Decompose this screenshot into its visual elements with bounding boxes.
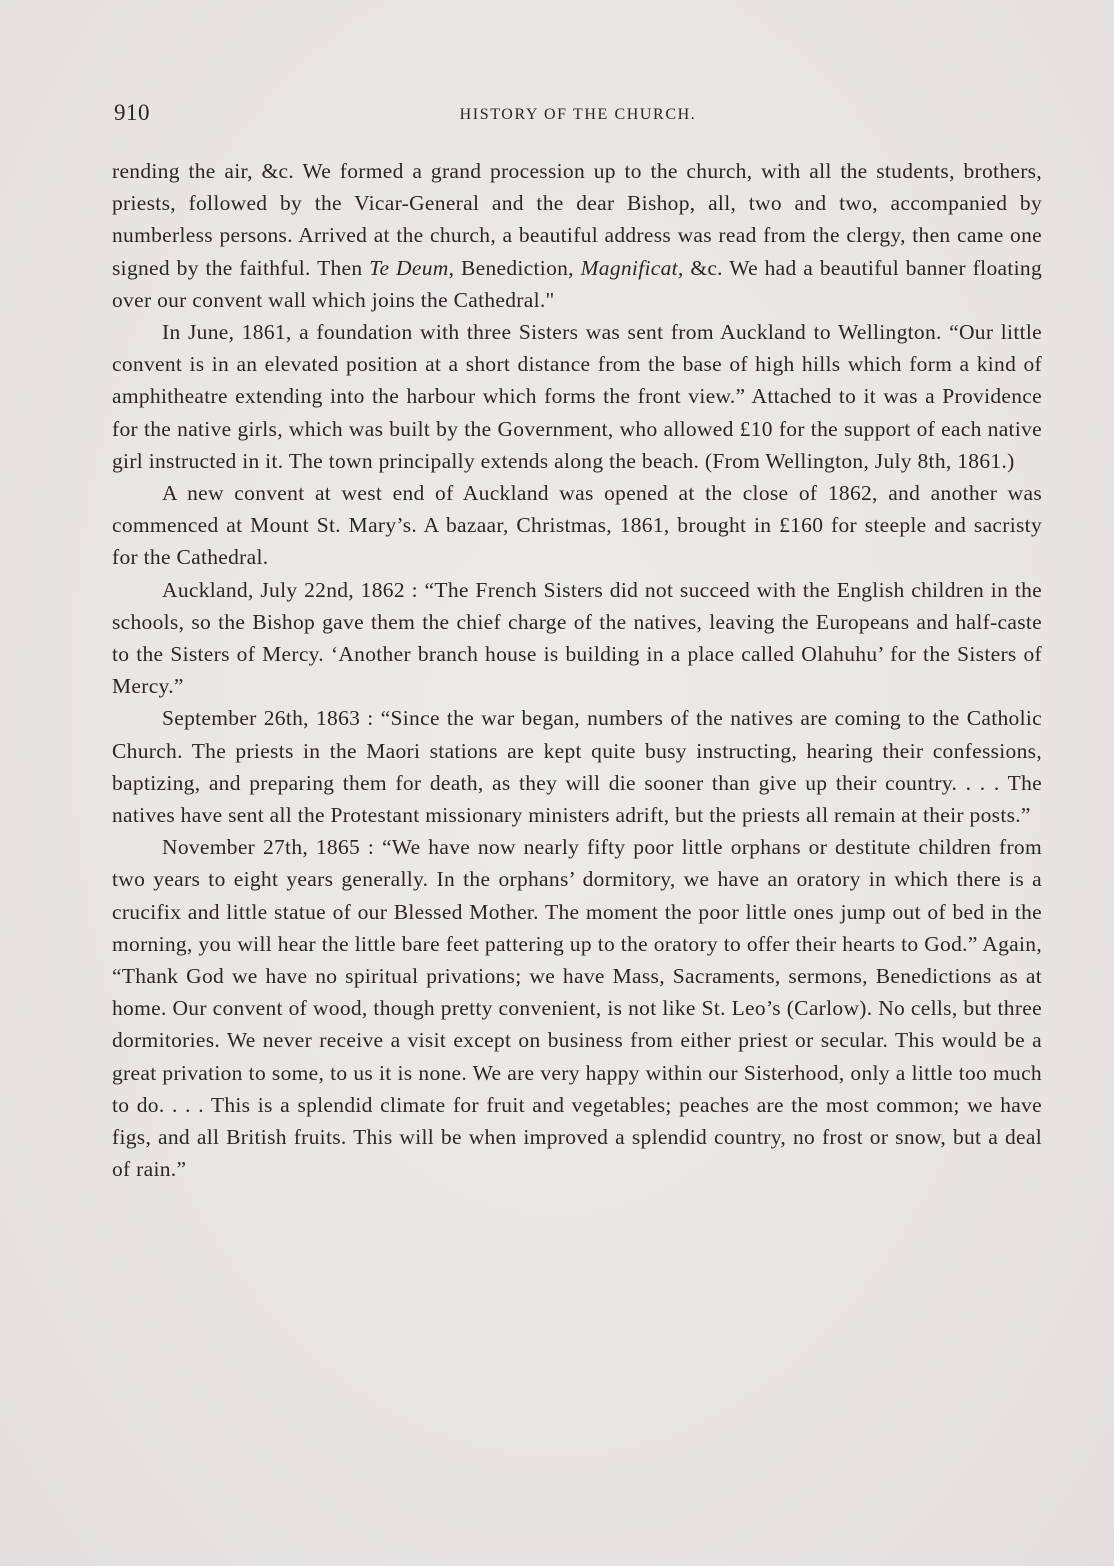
- paragraph-text: rending the air, &c. We formed a grand procession up to the church, with all the students, brothers, priests, followed by the Vicar-General and the dear Bishop, all, two and two, accompanied by numberless persons. Arrived at the church, a beautiful address was read from the clergy, then came one signed by the faithful. Then: [112, 159, 1042, 280]
- paragraph-text: &c. We had a beautiful banner floating over our convent wall which joins the Cathedral.": [112, 255, 1042, 312]
- page-number: 910: [114, 100, 150, 125]
- paragraph-auckland-1862: Auckland, July 22nd, 1862 : “The French Sisters did not succeed with the English children in the schools, so the Bishop gave them the chief charge of the natives, leaving the Europeans and half-caste to the Sisters of Mercy. ‘Another branch house is building in a place called Olahuhu’ for the Sisters of Mercy.”: [112, 577, 1042, 699]
- page-header: [114, 100, 1042, 132]
- italic-term: Magnificat,: [580, 255, 684, 280]
- paragraph-continued: [112, 155, 1042, 316]
- body-text: [112, 155, 1042, 1186]
- paragraph-wellington: In June, 1861, a foundation with three Sisters was sent from Auckland to Wellington. “Our little convent is in an elevated position at a short distance from the base of high hills which form a kind of amphitheatre extending into the harbour which forms the front view.” Attached to it was a Providence for the native girls, which was built by the Government, who allowed £10 for the support of each native girl instructed in it. The town principally extends along the beach. (From Wellington, July 8th, 1861.): [112, 320, 1042, 473]
- paragraph-september-1863: September 26th, 1863 : “Since the war began, numbers of the natives are coming to the Catholic Church. The priests in the Maori stations are kept quite busy instructing, hearing their confessions, baptizing, and preparing them for death, as they will die sooner than give up their country. . . . The natives have sent all the Protestant missionary ministers adrift, but the priests all remain at their posts.”: [112, 706, 1042, 828]
- running-head: HISTORY OF THE CHURCH.: [459, 106, 697, 123]
- paragraph-text: Benediction,: [454, 255, 581, 280]
- paragraph-new-convent: A new convent at west end of Auckland was opened at the close of 1862, and another was commenced at Mount St. Mary’s. A bazaar, Christmas, 1861, brought in £160 for steeple and sacristy for the Cathedral.: [112, 481, 1042, 570]
- paragraph-november-1865: November 27th, 1865 : “We have now nearly fifty poor little orphans or destitute children from two years to eight years generally. In the orphans’ dormitory, we have an oratory in which there is a crucifix and little statue of our Blessed Mother. The moment the poor little ones jump out of bed in the morning, you will hear the little bare feet pattering up to the oratory to offer their hearts to God.” Again, “Thank God we have no spiritual privations; we have Mass, Sacraments, sermons, Benedictions as at home. Our convent of wood, though pretty convenient, is not like St. Leo’s (Carlow). No cells, but three dormitories. We never receive a visit except on business from either priest or secular. This would be a great privation to some, to us it is none. We are very happy within our Sisterhood, only a little too much to do. . . . This is a splendid climate for fruit and vegetables; peaches are the most common; we have figs, and all British fruits. This will be when improved a splendid country, no frost or snow, but a deal of rain.”: [112, 835, 1042, 1182]
- italic-term: Te Deum,: [369, 255, 455, 280]
